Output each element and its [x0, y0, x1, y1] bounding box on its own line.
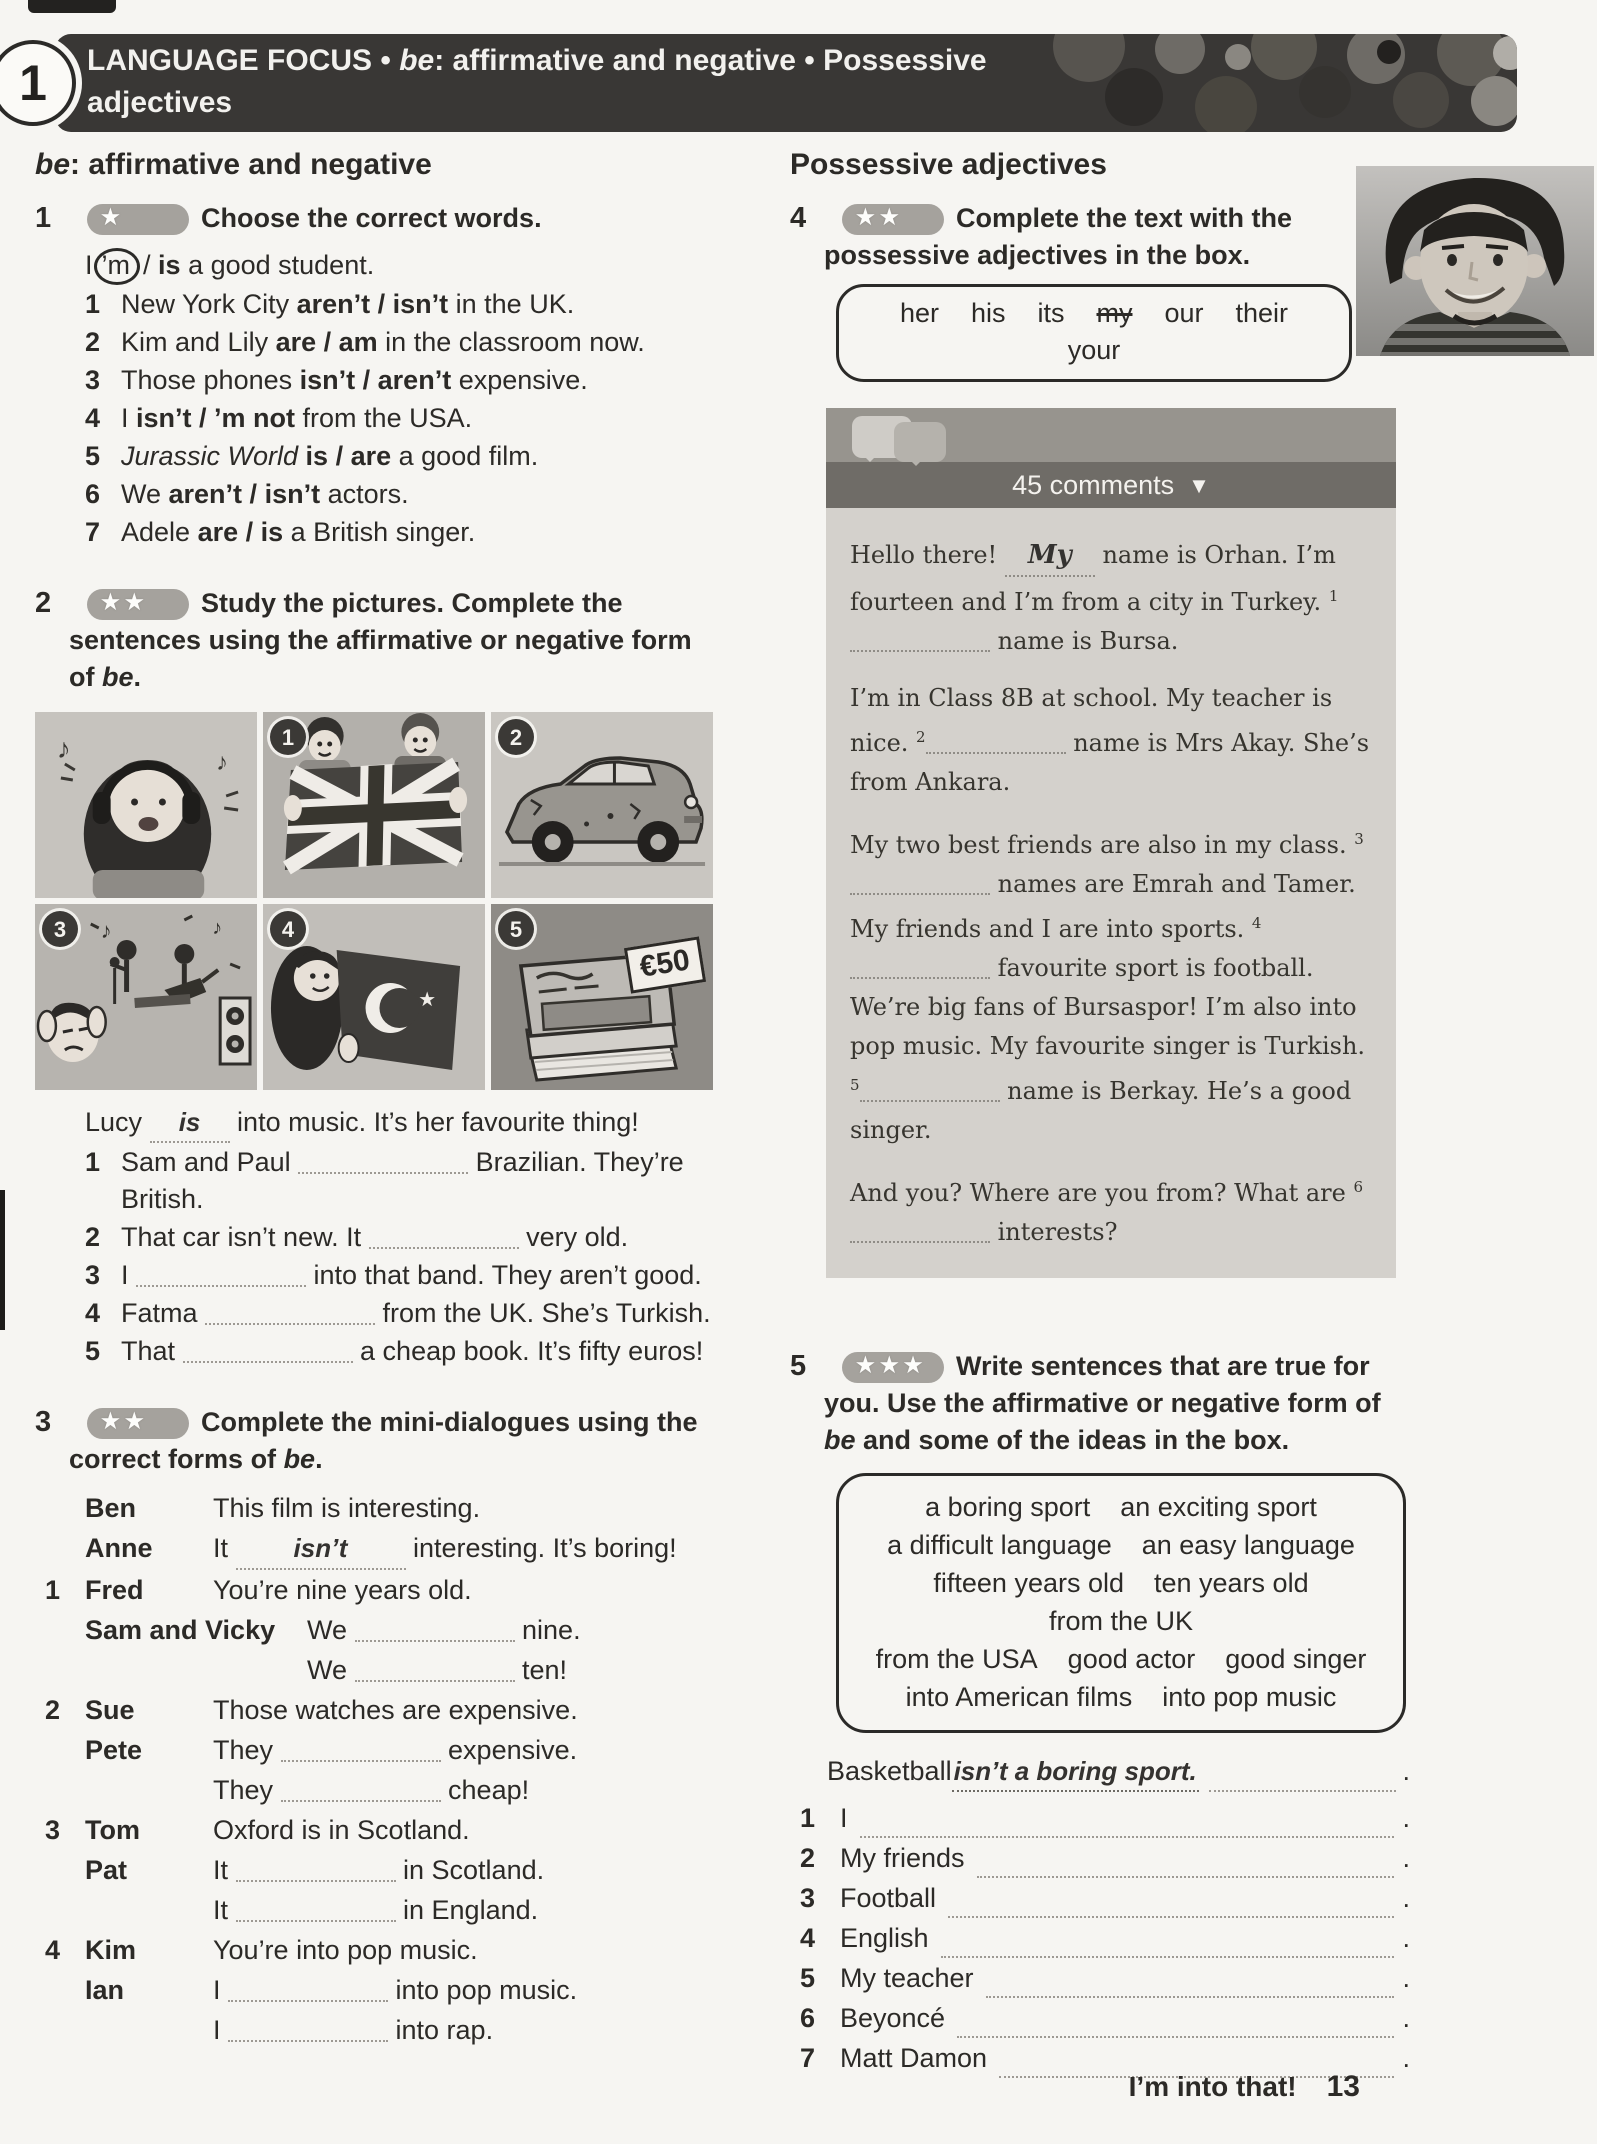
ideas-line	[843, 1640, 1399, 1678]
comment-paragraph: And you? Where are you from? What are $^6$ interests?	[850, 1178, 1364, 1246]
end-period: .	[1402, 1803, 1410, 1833]
svg-text:★: ★	[418, 989, 437, 1012]
fill-blank	[355, 1654, 515, 1682]
idea: into American films	[905, 1682, 1133, 1712]
fill-blank	[136, 1259, 306, 1287]
speaker-name: Pat	[85, 1855, 128, 1886]
gap-number: 5	[850, 1076, 860, 1094]
fill-blank	[926, 726, 1066, 754]
gap-number: 1	[1328, 587, 1339, 605]
exercise-2-head	[35, 585, 713, 696]
exercise-number: 1	[35, 202, 52, 234]
star-icons: ★★	[101, 1410, 149, 1434]
picture-girl-turkish-flag	[263, 904, 485, 1090]
unit-title-be: be	[399, 44, 435, 77]
idea: a boring sport	[925, 1492, 1091, 1522]
example-sentence: Lucy is into music. It’s her favourite thing!	[85, 1104, 713, 1143]
exercise-number: 5	[790, 1350, 807, 1382]
sentence-item: 5 My teacher .	[800, 1958, 1410, 1998]
exercise-1	[35, 200, 713, 551]
dialogue-line: It in England.	[213, 1895, 539, 1926]
gap-item: 4 Fatma from the UK. She’s Turkish.	[85, 1298, 711, 1329]
end-period: .	[1402, 1843, 1410, 1873]
idea: an exciting sport	[1120, 1492, 1317, 1522]
section-title-be-word: be	[35, 148, 71, 181]
option-separator: /	[143, 250, 159, 280]
fill-blank	[281, 1774, 441, 1802]
difficulty-stars-badge	[87, 589, 189, 620]
end-period: .	[1402, 1963, 1410, 1993]
instruction-end: .	[315, 1444, 323, 1475]
fill-blank	[298, 1146, 468, 1174]
picture-boys-uk-flag	[263, 712, 485, 898]
fill-blank	[228, 1974, 388, 2002]
gap-item: 2 That car isn’t new. It very old.	[85, 1222, 629, 1253]
fill-blank	[355, 1614, 515, 1642]
instruction-end: .	[133, 662, 142, 693]
speaker-name: Sam and Vicky	[85, 1615, 276, 1646]
picture-number-badge: 2	[498, 719, 534, 755]
exercise-5	[790, 1348, 1410, 2078]
picture-number-badge: 1	[270, 719, 306, 755]
end-period: .	[1402, 2003, 1410, 2033]
fill-blank	[850, 1215, 990, 1243]
handwritten-answer: isn’t	[293, 1533, 348, 1564]
ideas-line	[843, 1564, 1399, 1640]
exercise-1-head	[35, 200, 713, 237]
page-footer	[900, 2068, 1360, 2106]
exercise-instruction: Choose the correct words.	[201, 203, 542, 233]
speaker-name: Anne	[85, 1533, 153, 1564]
fill-blank	[150, 1104, 230, 1143]
fill-blank	[236, 1854, 396, 1882]
section-title-be	[35, 146, 713, 184]
sentence-subject: Matt Damon	[840, 2043, 988, 2073]
sentence-subject: English	[840, 1923, 929, 1953]
exercise-4	[790, 200, 1410, 1278]
difficulty-stars-badge	[842, 204, 944, 235]
option-b: is	[158, 250, 181, 280]
idea: an easy language	[1141, 1530, 1355, 1560]
difficulty-stars-badge	[842, 1352, 944, 1383]
comment-paragraph: My two best friends are also in my class. $^3$ names are Emrah and Tamer. My friends and I are into sports. $^4$ favourite sport is football. We’re big fans of Bursaspor! I’m also into pop music. My favourite singer is Turkish. $^5$ name is Berkay. He’s a good singer.	[850, 830, 1366, 1144]
sentence-item: 4 English .	[800, 1918, 1410, 1958]
fill-blank	[850, 624, 990, 652]
fill-blank	[1005, 536, 1095, 577]
picture-old-car	[491, 712, 713, 898]
handwritten-answer: is	[178, 1107, 201, 1138]
section-title-rest: : affirmative and negative	[70, 148, 432, 181]
unit-title	[87, 40, 1077, 124]
instruction-be-word: be	[102, 662, 134, 693]
picture-number-badge: 3	[42, 911, 78, 947]
svg-text:♪: ♪	[216, 749, 229, 777]
unit-header	[55, 34, 1517, 132]
handwritten-answer: isn’t a boring sport.	[952, 1753, 1199, 1792]
photo-teen-boy	[1356, 166, 1594, 356]
picture-girl-listening-music	[35, 712, 257, 898]
word-bank-item: your	[1067, 335, 1121, 365]
dialogue-line: I into rap.	[213, 2015, 494, 2046]
dialogue-line: 3 Tom Oxford is in Scotland.	[45, 1810, 713, 1850]
speaker-name: Pete	[85, 1735, 143, 1766]
example-sentence	[85, 247, 713, 285]
fill-blank	[957, 2010, 1394, 2038]
dialogue-line: Ian I into pop music.	[45, 1970, 713, 2010]
gap-item: 3 I into that band. They aren’t good.	[85, 1260, 702, 1291]
picture-number-badge: 4	[270, 911, 306, 947]
exercise-2	[35, 585, 713, 1370]
gap-number: 6	[1353, 1178, 1364, 1196]
picture-book-price	[491, 904, 713, 1090]
fill-blank	[281, 1734, 441, 1762]
ideas-line	[843, 1488, 1399, 1526]
end-period: .	[1402, 1883, 1410, 1913]
sentence-subject: My friends	[840, 1843, 965, 1873]
choice-item: 1 New York City aren’t / isn’t in the UK.	[85, 289, 575, 320]
gap-item: 5 That a cheap book. It’s fifty euros!	[85, 1336, 704, 1367]
unit-number: 1	[19, 54, 47, 111]
idea: fifteen years old	[933, 1568, 1124, 1598]
ideas-line	[843, 1678, 1399, 1716]
word-bank-item: our	[1164, 298, 1204, 328]
price-tag: €50	[624, 937, 706, 994]
dialogue-line: 2 Sue Those watches are expensive.	[45, 1690, 713, 1730]
dialogue-line: Sam and Vicky We nine.	[45, 1610, 713, 1650]
choice-item: 2 Kim and Lily are / am in the classroom now.	[85, 327, 645, 358]
exercise-2-pictures	[35, 712, 713, 1090]
fill-blank	[236, 1528, 406, 1570]
star-icons: ★★★	[856, 1354, 928, 1377]
exercise-2-items	[85, 1144, 713, 1370]
comments-count: 45 comments	[1012, 469, 1175, 500]
circled-answer: ’m	[94, 248, 141, 285]
comments-panel	[826, 408, 1396, 1278]
end-period: .	[1402, 1756, 1410, 1786]
idea: into pop music	[1162, 1682, 1337, 1712]
teen-boy-portrait	[1356, 166, 1594, 356]
example-pre: I	[85, 250, 93, 280]
difficulty-stars-badge	[87, 204, 189, 235]
dialogue-line: Pat It in Scotland.	[45, 1850, 713, 1890]
idea: ten years old	[1154, 1568, 1309, 1598]
difficulty-stars-badge	[87, 1408, 189, 1439]
fill-blank	[850, 951, 990, 979]
fill-blank	[1209, 1764, 1397, 1792]
instruction-end: and some of the ideas in the box.	[855, 1425, 1290, 1455]
girl-headphones-illustration	[35, 712, 257, 898]
exercise-instruction: Complete the mini-dialogues using the correct forms of	[69, 1407, 698, 1475]
scan-artifact	[28, 0, 116, 13]
comment-paragraph: Hello there! My name is Orhan. I’m fourteen and I’m from a city in Turkey. $^1$ name is Bursa.	[850, 536, 1372, 661]
gap-number: 4	[1251, 914, 1262, 932]
fill-blank	[941, 1930, 1395, 1958]
dropdown-triangle-icon: ▼	[1188, 472, 1210, 498]
idea: good singer	[1225, 1644, 1367, 1674]
word-bank-item-crossed: my	[1096, 298, 1133, 328]
word-bank-item: her	[899, 298, 939, 328]
sentence-subject: Beyoncé	[840, 2003, 946, 2033]
svg-text:♪: ♪	[56, 733, 71, 765]
dialogues	[45, 1488, 713, 2050]
fill-blank	[860, 1074, 1000, 1102]
picture-man-covering-ears-band	[35, 904, 257, 1090]
dialogue-line: 1 Fred You’re nine years old.	[45, 1570, 713, 1610]
speaker-name: Sue	[85, 1695, 135, 1726]
fill-blank	[183, 1335, 353, 1363]
unit-title-text: LANGUAGE FOCUS •	[87, 44, 400, 77]
choice-item: 7 Adele are / is a British singer.	[85, 517, 476, 548]
speech-bubble-icon	[894, 422, 946, 462]
speaker-name: Tom	[85, 1815, 140, 1846]
sentence-subject: I	[840, 1803, 848, 1833]
star-icon: ★	[101, 206, 125, 229]
unit-title-rest: : affirmative and negative • Possessive adjectives	[87, 44, 987, 119]
end-period: .	[1402, 1923, 1410, 1953]
sentence-item: 1 I .	[800, 1798, 1410, 1838]
example-sentence: Basketball isn’t a boring sport. .	[827, 1753, 1410, 1792]
sentence-subject: Football	[840, 1883, 937, 1913]
instruction-be-word: be	[283, 1444, 316, 1475]
speaker-name: Ben	[85, 1493, 137, 1524]
sentence-subject: My teacher	[840, 1963, 974, 1993]
dialogue-line: Pete They expensive.	[45, 1730, 713, 1770]
star-icons: ★★	[856, 206, 904, 229]
exercise-3	[35, 1404, 713, 2050]
exercise-3-head	[35, 1404, 713, 1478]
page-number: 13	[1326, 2070, 1360, 2103]
fill-blank	[986, 1970, 1395, 1998]
example-post: a good student.	[180, 250, 375, 280]
exercise-number: 4	[790, 202, 807, 234]
word-bank-item: its	[1037, 298, 1065, 328]
comments-body	[826, 508, 1396, 1278]
unit-strapline: I’m into that!	[1128, 2071, 1297, 2102]
dialogue-line: Ben This film is interesting.	[45, 1488, 713, 1528]
fill-blank	[977, 1850, 1395, 1878]
comments-top-strip	[826, 408, 1396, 462]
exercise-number: 2	[35, 587, 52, 620]
speaker-name: Ian	[85, 1975, 125, 2006]
fill-blank	[228, 2014, 388, 2042]
sentence-item: 3 Football .	[800, 1878, 1410, 1918]
exercise-1-items	[85, 286, 713, 551]
choice-item: 3 Those phones isn’t / aren’t expensive.	[85, 365, 588, 396]
gap-item: 1 Sam and Paul Brazilian. They’re British.	[85, 1147, 684, 1215]
word-bank-item: his	[970, 298, 1006, 328]
exercise-instruction: Study the pictures. Complete the sentences using the affirmative or negative form of	[69, 588, 692, 693]
idea: from the UK	[1048, 1606, 1194, 1636]
speaker-name: Kim	[85, 1935, 137, 1966]
exercise-5-head	[790, 1348, 1410, 1459]
comment-paragraph: I’m in Class 8B at school. My teacher is nice. $^2$ name is Mrs Akay. She’s from Ankara.	[850, 684, 1370, 796]
instruction-be-word: be	[824, 1425, 856, 1455]
fill-blank	[850, 867, 990, 895]
scan-artifact	[0, 1190, 5, 1330]
word-bank-item: their	[1235, 298, 1289, 328]
ideas-box	[836, 1473, 1406, 1733]
gap-number: 3	[1354, 830, 1364, 848]
exercise-instruction: Write sentences that are true for you. Use the affirmative or negative form of	[824, 1351, 1381, 1418]
sentence-item: 6 Beyoncé .	[800, 1998, 1410, 2038]
exercise-instruction: Complete the text with the possessive adjectives in the box.	[824, 203, 1293, 270]
idea: good actor	[1067, 1644, 1196, 1674]
right-column	[790, 146, 1410, 2112]
picture-number-badge: 5	[498, 911, 534, 947]
sentence-item: 2 My friends .	[800, 1838, 1410, 1878]
gap-number: 2	[916, 728, 926, 746]
dialogue-line: They cheap!	[213, 1775, 530, 1806]
end-period: .	[1402, 2043, 1410, 2073]
exercise-4-head	[790, 200, 1410, 274]
fill-blank	[369, 1221, 519, 1249]
choice-item: 5 Jurassic World is / are a good film.	[85, 441, 539, 472]
choice-item: 6 We aren’t / isn’t actors.	[85, 479, 409, 510]
fill-blank	[948, 1890, 1394, 1918]
fill-blank	[860, 1810, 1395, 1838]
exercise-5-items	[790, 1798, 1410, 2078]
star-icons: ★★	[101, 591, 149, 615]
dialogue-line: 4 Kim You’re into pop music.	[45, 1930, 713, 1970]
dialogue-line: Anne It isn’t interesting. It’s boring!	[45, 1528, 713, 1570]
left-column	[35, 146, 713, 2084]
idea: from the USA	[875, 1644, 1038, 1674]
section-title-possessive: Possessive adjectives	[790, 148, 1107, 181]
exercise-number: 3	[35, 1406, 52, 1439]
speaker-name: Fred	[85, 1575, 144, 1606]
idea: a difficult language	[887, 1530, 1112, 1560]
svg-text:♪: ♪	[100, 918, 112, 944]
fill-blank	[205, 1297, 375, 1325]
sentence-item: 7 Matt Damon .	[800, 2038, 1410, 2078]
word-bank-box	[836, 284, 1352, 382]
handwritten-answer: My	[1027, 540, 1072, 570]
choice-item: 4 I isn’t / ’m not from the USA.	[85, 403, 473, 434]
svg-text:♪: ♪	[212, 917, 223, 940]
fill-blank	[236, 1894, 396, 1922]
header-dots-decoration	[1047, 34, 1517, 132]
ideas-line	[843, 1526, 1399, 1564]
dialogue-line: We ten!	[307, 1655, 568, 1686]
